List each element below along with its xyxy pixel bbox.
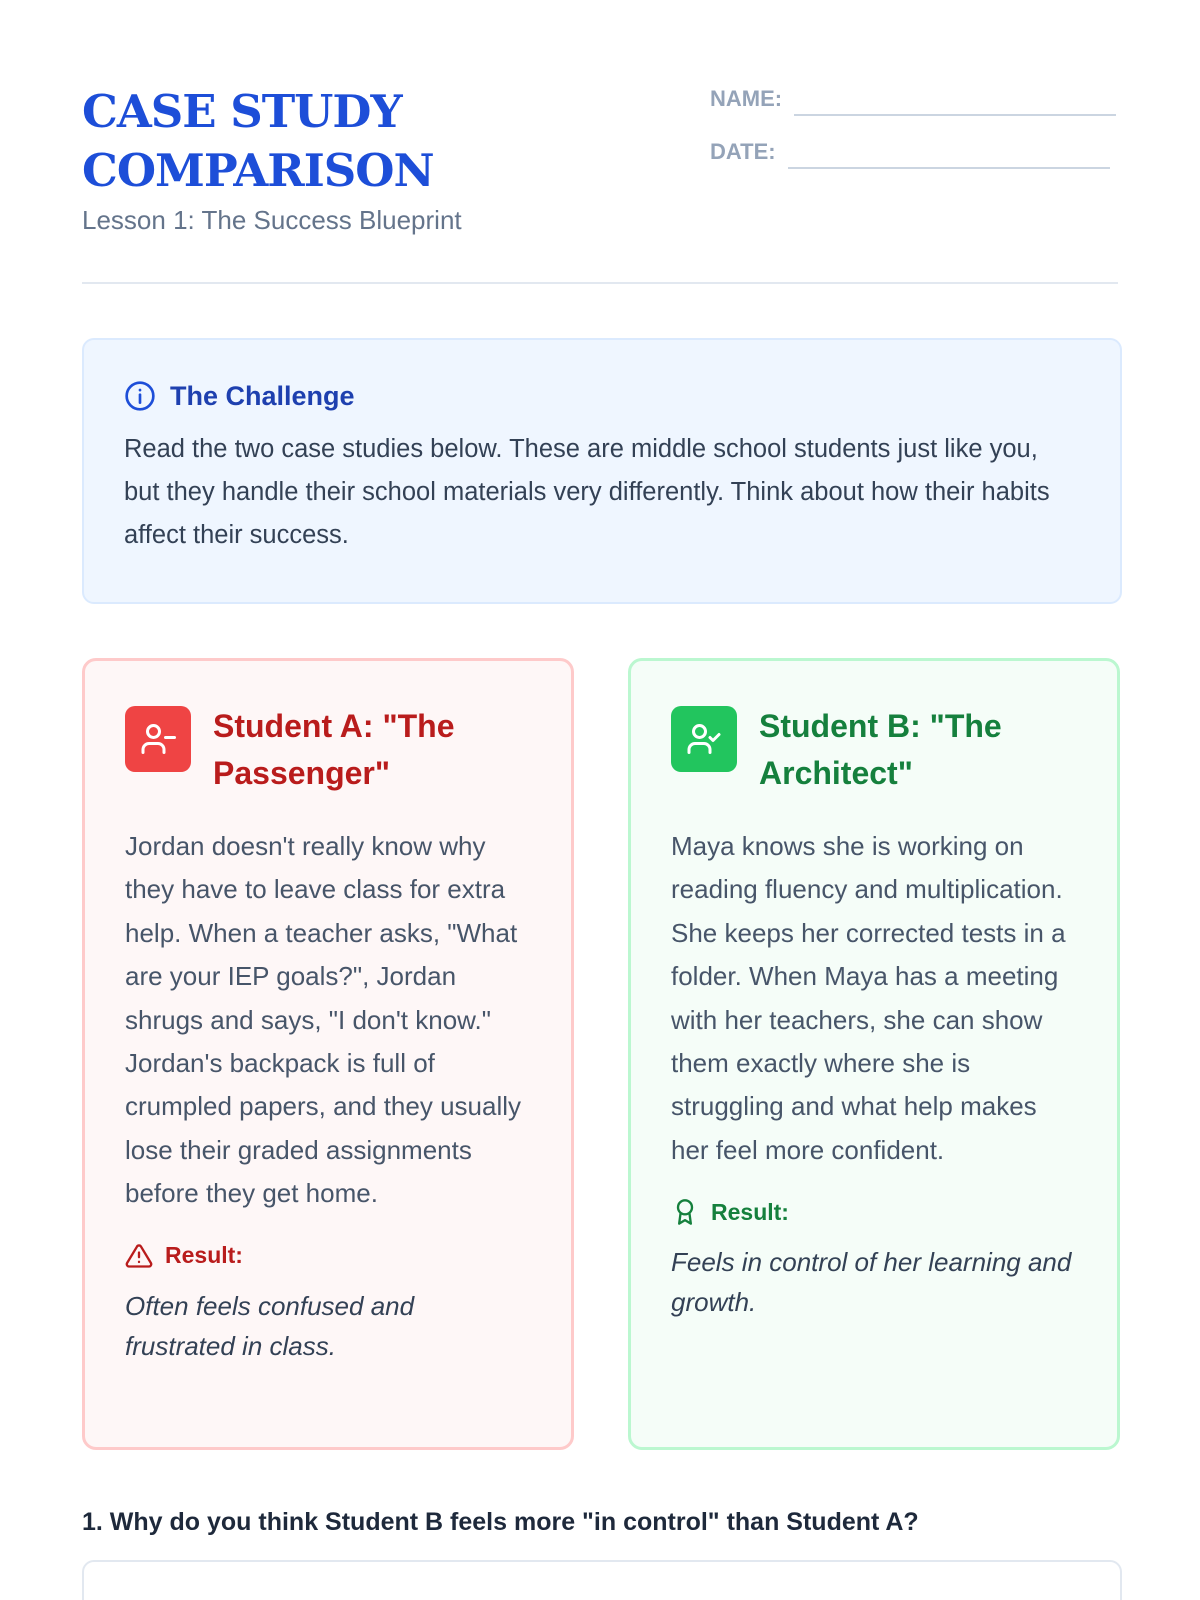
title-line-1: CASE STUDY: [82, 85, 402, 138]
challenge-box: [82, 338, 1122, 604]
lesson-subtitle: Lesson 1: The Success Blueprint: [82, 205, 462, 235]
student-b-badge: [671, 706, 737, 772]
student-a-description: Jordan doesn't really know why they have to leave class for extra help. When a teacher asks, "What are your IEP goals?", Jordan shrugs and says, "I don't know." Jordan's backpack is full of crumpled papers, and they usually lose their graded assignments before they get home.: [125, 831, 522, 1209]
student-b-title: Student B: "The Architect": [759, 708, 1002, 791]
page-title: [82, 82, 642, 200]
student-a-header: [125, 703, 531, 797]
user-minus-icon: [140, 721, 176, 757]
student-a-result-label: Result:: [165, 1242, 243, 1269]
challenge-text: Read the two case studies below. These are middle school students just like you, but they handle their school materials very differently. Think about how their habits affect their success.: [124, 435, 1050, 549]
date-field: [710, 139, 1110, 165]
student-b-card: [628, 658, 1120, 1450]
student-b-description: Maya knows she is working on reading fluency and multiplication. She keeps her corrected tests in a folder. When Maya has a meeting with her teachers, she can show them exactly where she is struggling and what help makes her feel more confident.: [671, 831, 1066, 1165]
student-a-title: Student A: "The Passenger": [213, 708, 455, 791]
warning-triangle-icon: [125, 1242, 153, 1270]
student-a-result-text: Often feels confused and frustrated in class.: [125, 1290, 415, 1361]
answer-box-1[interactable]: [82, 1560, 1122, 1600]
info-icon: [124, 380, 156, 412]
name-write-line[interactable]: [794, 114, 1116, 116]
student-a-result-header: [125, 1242, 531, 1270]
name-field: [710, 86, 1116, 112]
challenge-header: [124, 380, 1080, 412]
title-line-2: COMPARISON: [82, 144, 434, 197]
student-b-header: [671, 703, 1077, 797]
student-b-result-text: Feels in control of her learning and growth.: [671, 1247, 1072, 1318]
student-b-result-header: [671, 1198, 1077, 1226]
student-b-result-label: Result:: [711, 1198, 789, 1225]
student-a-card: [82, 658, 574, 1450]
challenge-title: The Challenge: [170, 380, 355, 411]
student-a-badge: [125, 706, 191, 772]
award-ribbon-icon: [671, 1198, 699, 1226]
date-label: DATE:: [710, 139, 776, 164]
date-write-line[interactable]: [788, 167, 1110, 169]
worksheet-header: [82, 0, 1118, 284]
name-label: NAME:: [710, 86, 783, 111]
user-check-icon: [686, 721, 722, 757]
question-1: 1. Why do you think Student B feels more "in control" than Student A?: [82, 1508, 919, 1536]
